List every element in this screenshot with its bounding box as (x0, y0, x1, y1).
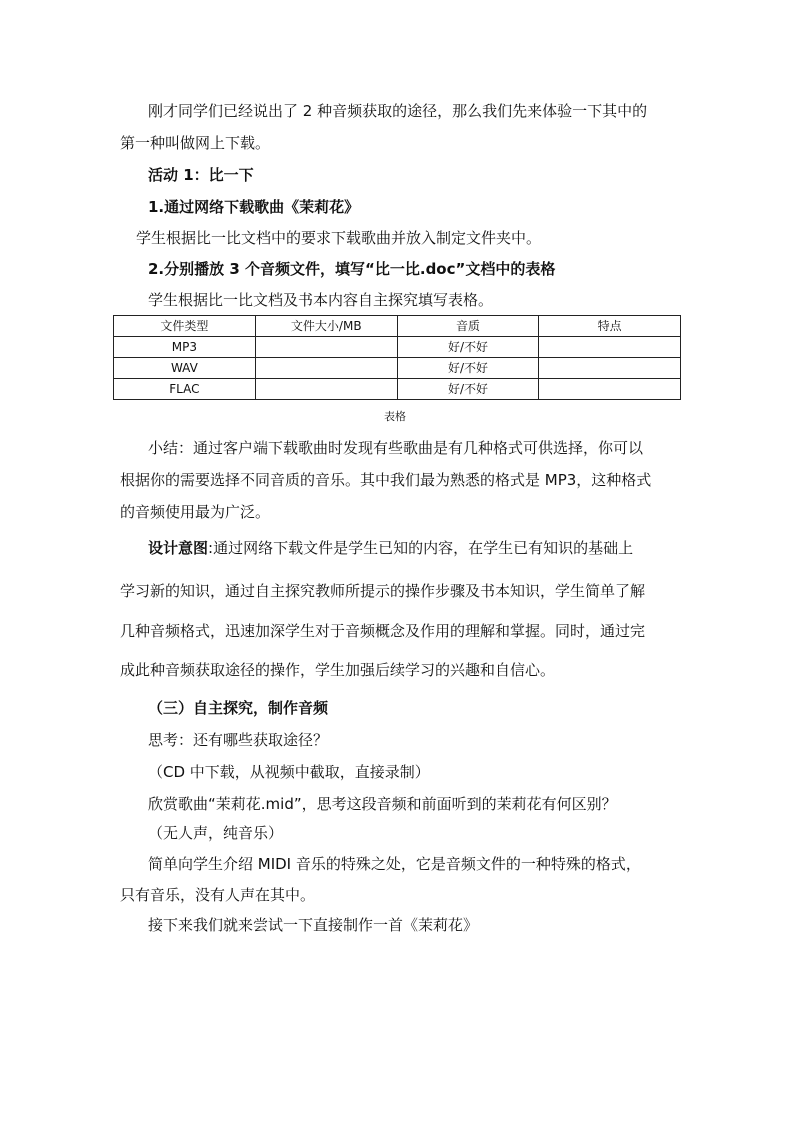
section3-answer-2: （无人声，纯音乐） (148, 824, 284, 842)
table-cell: FLAC (114, 379, 256, 400)
table-cell: 好/不好 (397, 358, 539, 379)
design-line-1 (148, 538, 708, 558)
summary-line-3: 的音频使用最为广泛。 (120, 503, 271, 521)
section3-question-1: 思考：还有哪些获取途径？ (148, 731, 329, 749)
table-row (114, 358, 681, 379)
table-caption: 表格 (384, 410, 406, 423)
table-row (114, 379, 681, 400)
design-label: 设计意图 (148, 539, 209, 557)
design-text-1: :通过网络下载文件是学生已知的内容，在学生已有知识的基础上 (208, 539, 634, 557)
table-cell: 好/不好 (397, 379, 539, 400)
step2-title: 2.分别播放 3 个音频文件，填写“比一比.doc”文档中的表格 (148, 260, 556, 278)
table-cell (255, 337, 397, 358)
section3-paragraph-2: 接下来我们就来尝试一下直接制作一首《茉莉花》 (148, 916, 479, 934)
table-header: 音质 (397, 316, 539, 337)
activity-title: 活动 1：比一下 (148, 166, 254, 184)
section3-paragraph-1-line-1: 简单向学生介绍 MIDI 音乐的特殊之处，它是音频文件的一种特殊的格式， (148, 855, 641, 873)
table-cell (539, 358, 681, 379)
table-cell: MP3 (114, 337, 256, 358)
table-header-row (114, 316, 681, 337)
comparison-table (113, 315, 681, 400)
step2-text: 学生根据比一比文档及书本内容自主探究填写表格。 (148, 291, 494, 309)
table-cell (255, 379, 397, 400)
design-line-2: 学习新的知识，通过自主探究教师所提示的操作步骤及书本知识，学生简单了解 (120, 582, 646, 600)
table-cell: 好/不好 (397, 337, 539, 358)
intro-line-1: 刚才同学们已经说出了 2 种音频获取的途径，那么我们先来体验一下其中的 (148, 102, 648, 120)
intro-line-2: 第一种叫做网上下载。 (120, 134, 271, 152)
design-line-3: 几种音频格式，迅速加深学生对于音频概念及作用的理解和掌握。同时，通过完 (120, 622, 646, 640)
summary-line-2: 根据你的需要选择不同音质的音乐。其中我们最为熟悉的格式是 MP3，这种格式 (120, 471, 652, 489)
table-cell (539, 379, 681, 400)
step1-text: 学生根据比一比文档中的要求下载歌曲并放入制定文件夹中。 (136, 229, 542, 247)
table-header: 文件类型 (114, 316, 256, 337)
table-cell: WAV (114, 358, 256, 379)
table-header: 特点 (539, 316, 681, 337)
table-row (114, 337, 681, 358)
section3-question-2: 欣赏歌曲“茉莉花.mid”，思考这段音频和前面听到的茉莉花有何区别？ (148, 795, 617, 813)
design-line-4: 成此种音频获取途径的操作，学生加强后续学习的兴趣和自信心。 (120, 661, 556, 679)
table-header: 文件大小/MB (255, 316, 397, 337)
summary-line-1: 小结：通过客户端下载歌曲时发现有些歌曲是有几种格式可供选择，你可以 (148, 439, 644, 457)
step1-title: 1.通过网络下载歌曲《茉莉花》 (148, 198, 360, 216)
section3-paragraph-1-line-2: 只有音乐，没有人声在其中。 (120, 886, 316, 904)
section3-title: （三）自主探究，制作音频 (148, 699, 329, 717)
table-cell (255, 358, 397, 379)
table-cell (539, 337, 681, 358)
section3-answer-1: （CD 中下载，从视频中截取，直接录制） (148, 763, 430, 781)
